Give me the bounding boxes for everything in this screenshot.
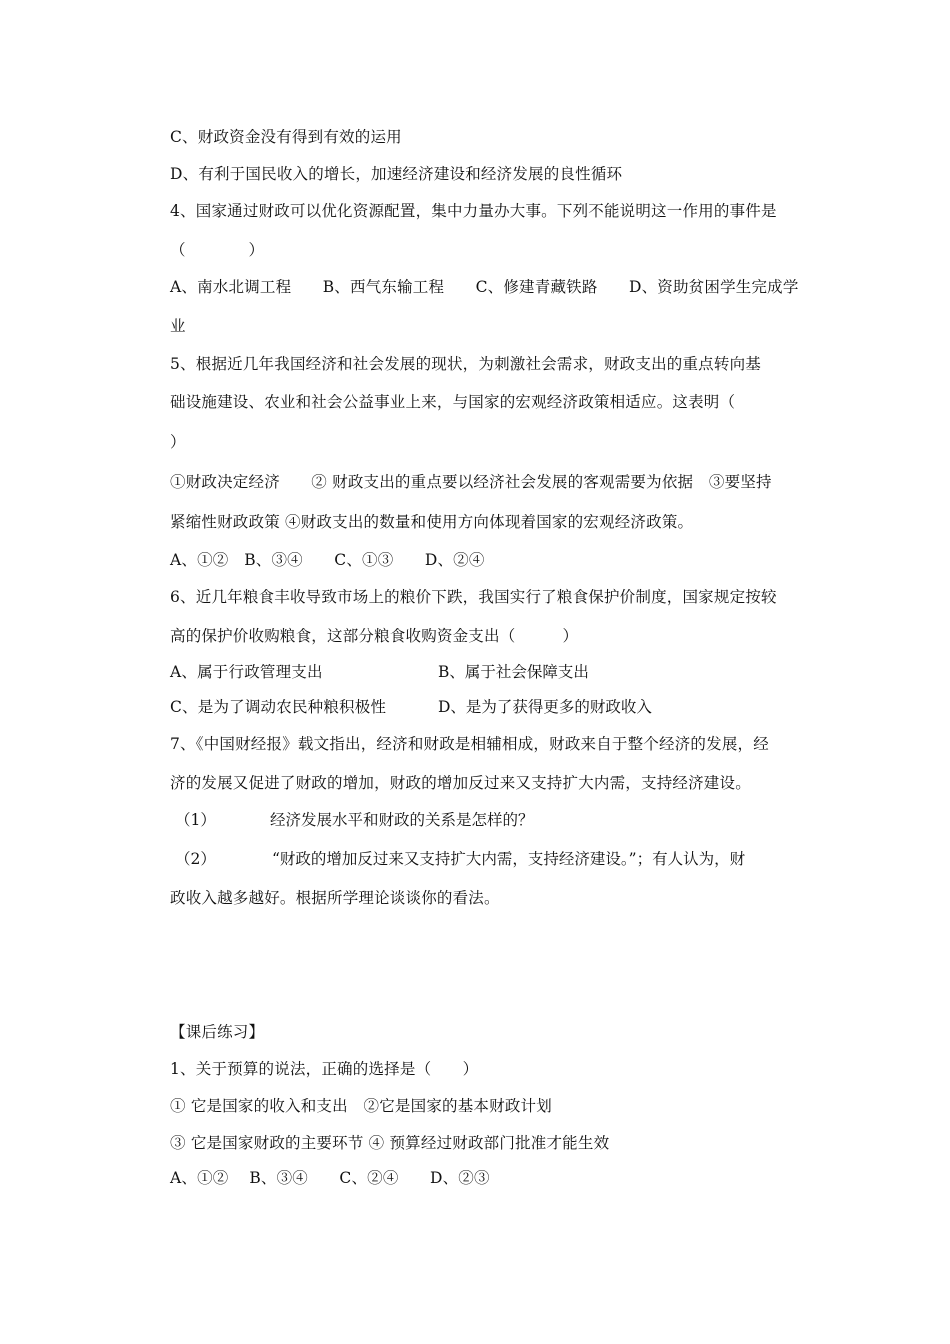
practice-heading: 【课后练习】 (170, 1023, 265, 1041)
q4-options-line1: A、南水北调工程 B、西气东输工程 C、修建青藏铁路 D、资助贫困学生完成学 (170, 278, 799, 296)
q6-stem-line2: 高的保护价收购粮食，这部分粮食收购资金支出（ ） (170, 627, 579, 645)
q4-blank: （ ） (170, 241, 265, 259)
q4-stem: 4、国家通过财政可以优化资源配置，集中力量办大事。下列不能说明这一作用的事件是 (170, 202, 777, 220)
practice-q1-options: A、①② B、③④ C、②④ D、②③ (170, 1169, 490, 1187)
q3-option-d: D、有利于国民收入的增长，加速经济建设和经济发展的良性循环 (170, 165, 623, 183)
q4-options-line2: 业 (170, 317, 186, 335)
q3-option-c: C、财政资金没有得到有效的运用 (170, 128, 402, 146)
q6-option-b: B、属于社会保障支出 (438, 663, 589, 681)
q5-options: A、①② B、③④ C、①③ D、②④ (170, 551, 485, 569)
q5-stem-line3: ） (170, 433, 186, 451)
q6-option-c: C、是为了调动农民种粮积极性 (170, 698, 387, 716)
practice-q1-stem: 1、关于预算的说法，正确的选择是（ ） (170, 1060, 479, 1078)
q5-items-line2: 紧缩性财政政策 ④财政支出的数量和使用方向体现着国家的宏观经济政策。 (170, 513, 694, 531)
q5-stem-line2: 础设施建设、农业和社会公益事业上来，与国家的宏观经济政策相适应。这表明（ (170, 393, 736, 411)
q5-items-line1: ①财政决定经济 ② 财政支出的重点要以经济社会发展的客观需要为依据 ③要坚持 (170, 473, 772, 491)
practice-q1-items-line2: ③ 它是国家财政的主要环节 ④ 预算经过财政部门批准才能生效 (170, 1134, 610, 1152)
q7-sub1-text: 经济发展水平和财政的关系是怎样的？ (270, 811, 534, 829)
q7-sub1-number: （1） (175, 811, 216, 829)
q5-stem-line1: 5、根据近几年我国经济和社会发展的现状，为刺激社会需求，财政支出的重点转向基 (170, 355, 761, 373)
q6-stem-line1: 6、近几年粮食丰收导致市场上的粮价下跌，我国实行了粮食保护价制度，国家规定按较 (170, 588, 777, 606)
practice-q1-items-line1: ① 它是国家的收入和支出 ②它是国家的基本财政计划 (170, 1097, 552, 1115)
q6-option-a: A、属于行政管理支出 (170, 663, 323, 681)
q7-stem-line2: 济的发展又促进了财政的增加，财政的增加反过来又支持扩大内需，支持经济建设。 (170, 774, 751, 792)
q7-stem-line1: 7、《中国财经报》载文指出，经济和财政是相辅相成，财政来自于整个经济的发展，经 (170, 735, 769, 753)
q7-sub2-number: （2） (175, 850, 216, 868)
q7-sub2-line2: 政收入越多越好。根据所学理论谈谈你的看法。 (170, 889, 500, 907)
q6-option-d: D、是为了获得更多的财政收入 (438, 698, 652, 716)
q7-sub2-text: “财政的增加反过来又支持扩大内需，支持经济建设。”；有人认为，财 (272, 850, 746, 868)
